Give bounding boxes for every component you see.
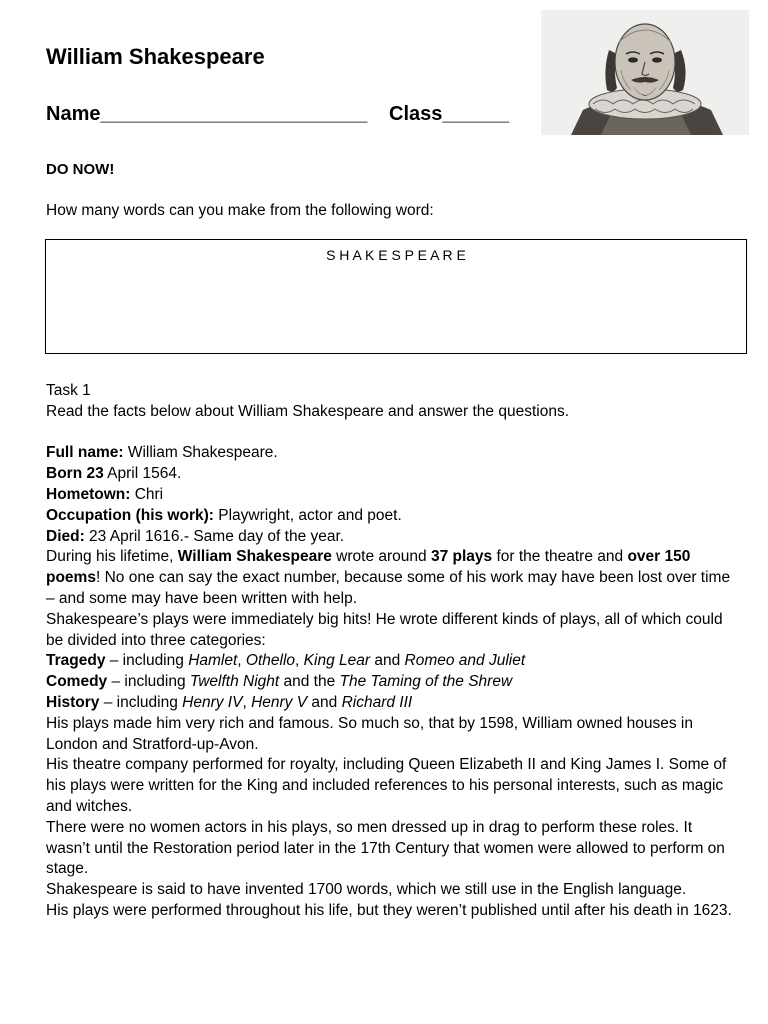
fact-label: Born 23: [46, 465, 104, 483]
bold-text: over 150 poems: [46, 548, 691, 587]
words-paragraph: Shakespeare is said to have invented 1700 words, which we still use in the English language.: [46, 881, 687, 899]
fact-value: April 1564.: [103, 465, 182, 483]
text: – including: [105, 652, 189, 670]
text: and the: [279, 673, 340, 691]
category-comedy: [46, 672, 736, 693]
category-label: Tragedy: [46, 652, 106, 670]
name-field: Name________________________: [46, 103, 368, 125]
women-paragraph: There were no women actors in his plays, so men dressed up in drag to perform these roles. It wasn’t until the Restoration period later in the 17th Century that women were allowed to perform on stage.: [46, 818, 725, 878]
text: ,: [242, 693, 252, 711]
fact-occupation: [46, 506, 736, 527]
published-paragraph: His plays were performed throughout his life, but they weren’t published until after his death in 1623.: [46, 901, 732, 919]
text: ,: [237, 652, 246, 670]
text: and: [370, 652, 405, 670]
shakespeare-word: S H A K E S P E A R E: [326, 247, 466, 263]
do-now-heading: DO NOW!: [46, 161, 115, 178]
text: wrote around: [331, 548, 431, 566]
fact-full-name: [46, 443, 736, 464]
fact-hometown: [46, 485, 736, 506]
bold-text: 37 plays: [430, 548, 493, 566]
page-title: William Shakespeare: [46, 44, 265, 69]
text: and: [307, 693, 342, 711]
royalty-paragraph: His theatre company performed for royalty, including Queen Elizabeth II and King James I. Some of his plays were written for the King and included references to his personal interests, such as magic and witches.: [46, 756, 727, 815]
task-instruction: Read the facts below about William Shakespeare and answer the questions.: [46, 402, 569, 420]
play-title: Twelfth Night: [189, 673, 280, 691]
play-title: Othello: [245, 652, 296, 670]
fact-value: William Shakespeare.: [123, 444, 278, 462]
text: – including: [107, 673, 190, 691]
task-heading: Task 1: [46, 382, 91, 399]
class-field: Class______: [389, 103, 510, 125]
play-title: Hamlet: [188, 652, 238, 670]
text: – including: [99, 693, 183, 711]
text: ,: [295, 652, 304, 670]
play-title: Richard III: [341, 693, 413, 711]
play-title: Henry IV: [182, 693, 243, 711]
text: for the theatre and: [492, 548, 628, 566]
fact-label: Full name:: [46, 444, 124, 462]
do-now-question: How many words can you make from the following word:: [46, 202, 434, 219]
fact-born: [46, 464, 736, 485]
bold-text: William Shakespeare: [177, 548, 332, 566]
category-tragedy: [46, 651, 736, 672]
play-title: Romeo and Juliet: [404, 652, 526, 670]
lifetime-paragraph: [46, 547, 736, 609]
fact-label: Died:: [46, 527, 85, 545]
text: ! No one can say the exact number, because some of his work may have been lost over time – and some may have been written with help.: [46, 569, 731, 607]
fact-value: Playwright, actor and poet.: [213, 506, 402, 524]
fact-label: Hometown:: [46, 485, 131, 503]
text: During his lifetime,: [46, 548, 178, 566]
play-title: Henry V: [251, 693, 308, 711]
word-answer-box[interactable]: [45, 239, 747, 354]
fact-value: 23 April 1616.- Same day of the year.: [84, 527, 345, 545]
category-label: Comedy: [46, 673, 108, 691]
shakespeare-portrait-icon: [541, 10, 749, 135]
play-title: The Taming of the Shrew: [339, 673, 513, 691]
task-content: [46, 381, 736, 922]
fact-died: [46, 527, 736, 548]
category-history: [46, 693, 736, 714]
play-title: King Lear: [303, 652, 371, 670]
rich-paragraph: His plays made him very rich and famous. So much so, that by 1598, William owned houses in London and Stratford-up-Avon.: [46, 714, 693, 753]
hits-paragraph: Shakespeare’s plays were immediately big hits! He wrote different kinds of plays, all of which could be divided into three categories:: [46, 610, 723, 649]
category-label: History: [46, 693, 100, 711]
spacer: [46, 423, 736, 444]
fact-label: Occupation (his work):: [46, 506, 214, 524]
fact-value: Chri: [130, 485, 164, 503]
